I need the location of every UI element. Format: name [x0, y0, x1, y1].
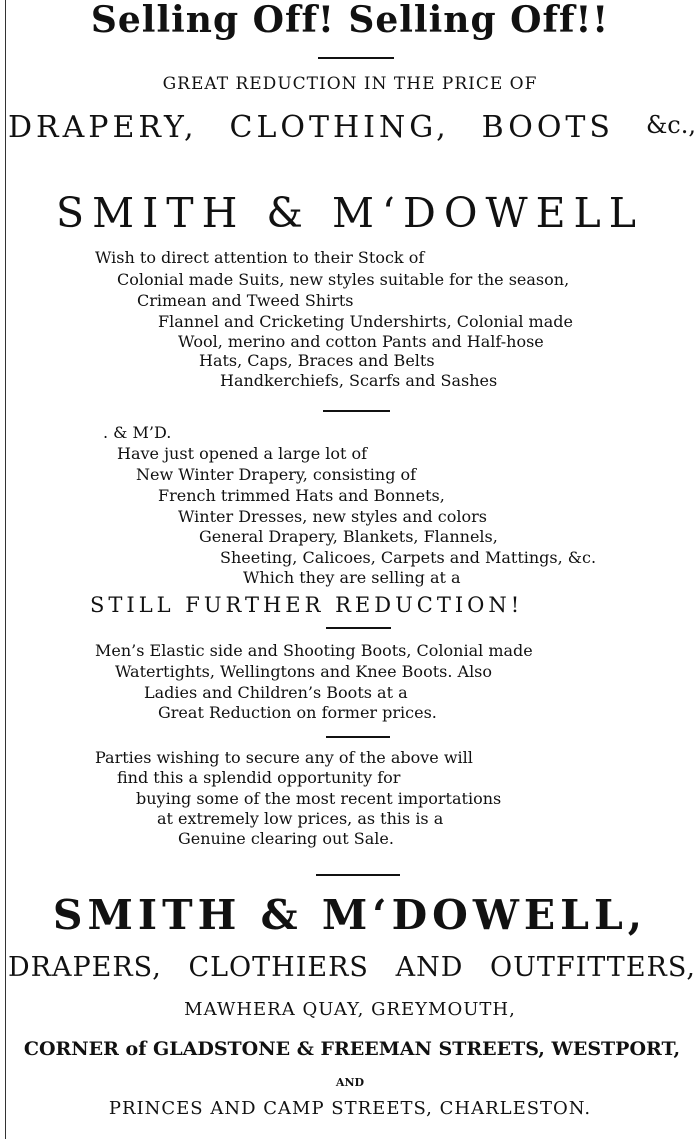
boots-line: Ladies and Children’s Boots at a [144, 683, 408, 702]
emphasis-line: STILL FURTHER REDUCTION! [90, 593, 524, 617]
announcement-line: French trimmed Hats and Bonnets, [158, 486, 445, 505]
headline: Selling Off! Selling Off!! [90, 0, 610, 41]
goods-item: DRAPERY, [8, 110, 198, 145]
divider [318, 57, 394, 59]
announcement-line: Winter Dresses, new styles and colors [178, 507, 487, 526]
boots-line: Great Reduction on former prices. [158, 703, 437, 722]
conjunction: AND [335, 1076, 365, 1089]
left-border [5, 0, 6, 1139]
announcement-line: New Winter Drapery, consisting of [136, 465, 417, 484]
stock-line: Wool, merino and cotton Pants and Half-hose [178, 332, 544, 351]
firm-name-bottom: SMITH & M‘DOWELL, [52, 891, 648, 939]
stock-line: Handkerchiefs, Scarfs and Sashes [220, 371, 498, 390]
goods-item: CLOTHING, [229, 110, 450, 145]
trade-item: CLOTHIERS [188, 952, 369, 983]
closing-line: at extremely low prices, as this is a [157, 809, 444, 828]
closing-line: find this a splendid opportunity for [117, 768, 401, 787]
address-charleston: PRINCES AND CAMP STREETS, CHARLESTON. [108, 1098, 592, 1119]
goods-item: &c., [645, 111, 696, 139]
trade-item: OUTFITTERS, [490, 952, 696, 983]
stock-line: Flannel and Cricketing Undershirts, Colonial made [158, 312, 573, 331]
announcement-line: Which they are selling at a [243, 568, 461, 587]
announcement-line: Sheeting, Calicoes, Carpets and Mattings, &c. [220, 548, 597, 567]
divider [326, 627, 391, 629]
firm-name-top: SMITH & M‘DOWELL [56, 189, 644, 237]
boots-line: Watertights, Wellingtons and Knee Boots. Also [115, 662, 493, 681]
address-greymouth: MAWHERA QUAY, GREYMOUTH, [184, 999, 516, 1020]
stock-line: Wish to direct attention to their Stock of [95, 248, 425, 267]
goods-line [8, 110, 696, 145]
trade-item: DRAPERS, [8, 952, 162, 983]
address-westport: CORNER of GLADSTONE & FREEMAN STREETS, WESTPORT, [23, 1038, 681, 1060]
closing-line: buying some of the most recent importations [136, 789, 502, 808]
announcement-line: General Drapery, Blankets, Flannels, [199, 527, 498, 546]
stock-line: Hats, Caps, Braces and Belts [199, 351, 435, 370]
boots-line: Men’s Elastic side and Shooting Boots, Colonial made [95, 641, 533, 660]
closing-line: Parties wishing to secure any of the above will [95, 748, 473, 767]
closing-line: Genuine clearing out Sale. [178, 829, 394, 848]
subheading: GREAT REDUCTION IN THE PRICE OF [162, 74, 538, 94]
announcement-line: . & M’D. [103, 423, 172, 442]
announcement-line: Have just opened a large lot of [117, 444, 368, 463]
goods-item: BOOTS [481, 110, 614, 145]
divider [316, 874, 400, 876]
divider [323, 410, 390, 412]
stock-line: Crimean and Tweed Shirts [137, 291, 354, 310]
trade-item: AND [395, 952, 464, 983]
trades-line [8, 954, 696, 981]
divider [326, 736, 390, 738]
stock-line: Colonial made Suits, new styles suitable for the season, [117, 270, 570, 289]
